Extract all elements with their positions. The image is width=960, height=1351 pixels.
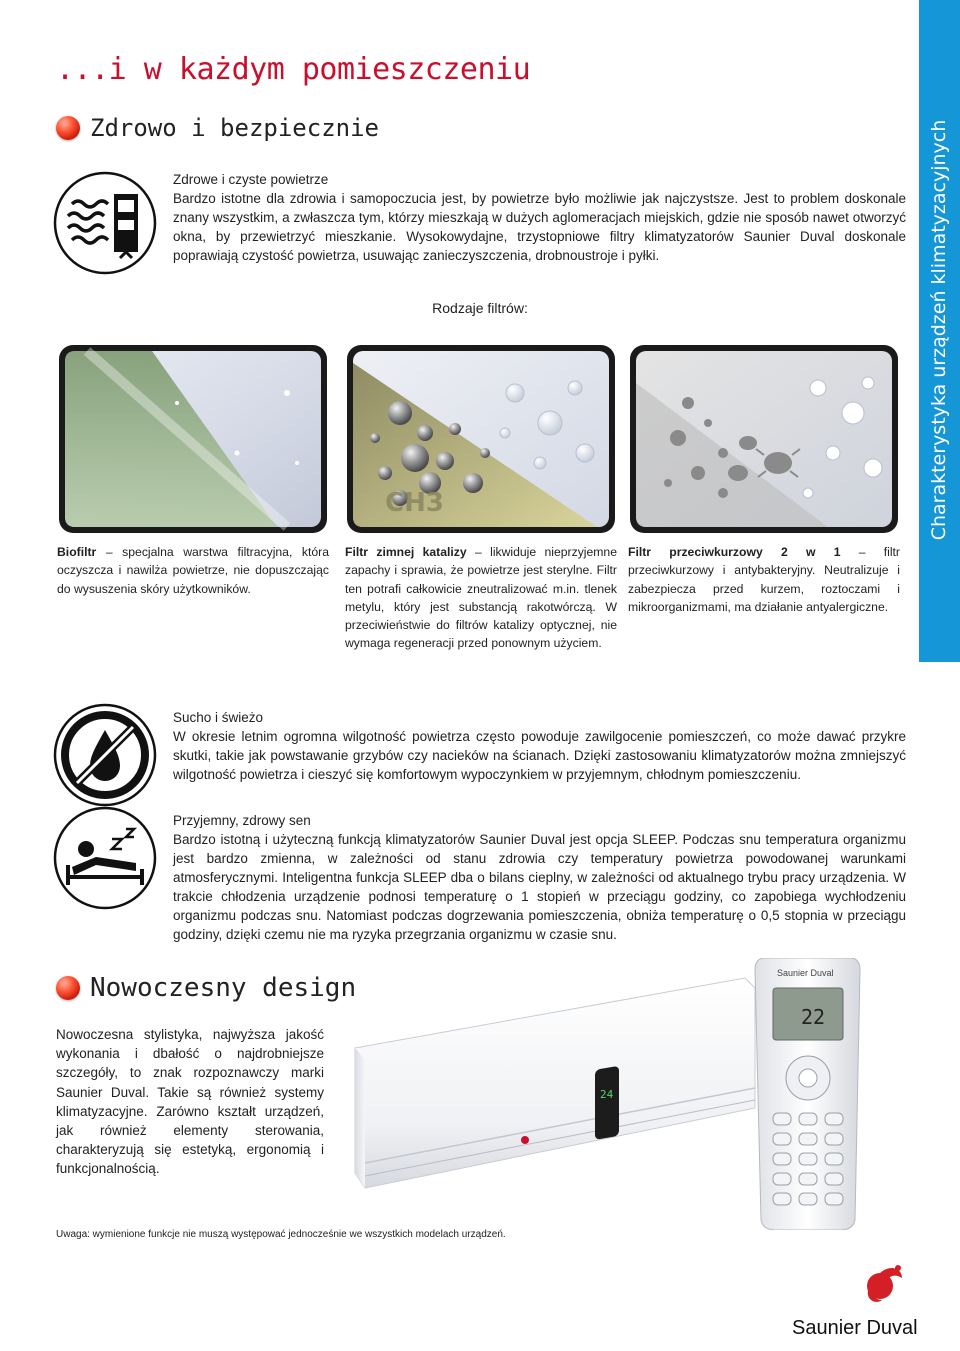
sleep-paragraph-title: Przyjemny, zdrowy sen (173, 813, 311, 828)
health-paragraph-text: Bardzo istotne dla zdrowia i samopoczucia jest, by powietrze było możliwie jak najczystsze. Jest to problem doskonale znany wszystkim, a zwłaszcza tym, którzy mieszkają w dużych aglomeracjach miejskich, gdzie nie sposób nawet otworzyć okna, by przewietrzyć mieszkanie. Wysokowydajne, trzystopniowe filtry klimatyzatorów Saunier Duval doskonale poprawiają czystość powietrza, usuwając zanieczyszczenia, drobnoustroje i pyłki. (173, 191, 906, 263)
health-paragraph-title: Zdrowe i czyste powietrze (173, 172, 329, 187)
catalyst-filter-name: Filtr zimnej katalizy (345, 545, 467, 559)
red-bullet-icon (56, 116, 80, 140)
biofilter-image (57, 343, 329, 535)
sleep-icon (52, 805, 158, 911)
catalyst-filter-desc: – likwiduje nieprzyjemne zapachy i sprawia, że powietrze jest sterylne. Filtr ten potrafi całkowicie zneutralizować m.in. tlenek metylu, który jest substancją rakotwórczą. W przeciwieństwie do filtrów katalizy optycznej, nie wymaga regeneracji przed ponownym użyciem. (345, 545, 617, 651)
biofilter-desc: – specjalna warstwa filtracyjna, która oczyszcza i nawilża powietrze, nie dopuszczając do wysuszenia skóry użytkowników. (57, 545, 329, 596)
section-heading-health (56, 114, 379, 142)
remote-display: 22 (800, 1005, 826, 1029)
dry-paragraph-text: W okresie letnim ogromna wilgotność powietrza często powoduje zawilgocenie pomieszczeń, co może dawać przykre skutki, takie jak powstawanie grzybów czy nacieków na ścianach. Dzięki zastosowaniu klimatyzatorów można zmniejszyć wilgotność powietrza i cieszyć się komfortowym wypoczynkiem w przyjemnym, chłodnym pomieszczeniu. (173, 729, 906, 782)
unit-display: 24 (600, 1088, 614, 1101)
health-paragraph (173, 170, 906, 265)
section-heading-design-text: Nowoczesny design (90, 973, 357, 1003)
sleep-paragraph (173, 811, 906, 944)
sleep-paragraph-text: Bardzo istotną i użyteczną funkcją klimatyzatorów Saunier Duval jest opcja SLEEP. Podczas snu temperatura organizmu jest bardzo zmienna, w zależności od stanu zdrowia czy temperatury powietrza powodowanej warunkami atmosferycznymi. Inteligentna funkcja SLEEP dba o bilans cieplny, w zależności od aktualnego trybu pracy urządzenia. W trakcie chłodzenia urządzenie podnosi temperaturę o 1 stopień w przeciągu godziny, co zapobiega wychłodzeniu organizmu podczas snu. Natomiast podczas dogrzewania pomieszczenia, obniża temperaturę o 0,5 stopnia w przeciągu godziny, dzięki czemu nie ma ryzyka przegrzania organizmu w czasie snu. (173, 832, 906, 942)
section-heading-design (56, 973, 356, 1003)
dust-filter-image (628, 343, 900, 535)
catalyst-filter-text (345, 543, 617, 653)
logo-text: Saunier Duval (792, 1317, 918, 1339)
dust-filter-name: Filtr przeciwkurzowy 2 w 1 (628, 545, 841, 559)
saunier-duval-logo (790, 1262, 935, 1342)
section-heading-health-text: Zdrowo i bezpiecznie (90, 114, 379, 142)
side-bar-label: Charakterystyka urządzeń klimatyzacyjnych (928, 119, 950, 541)
dry-paragraph-title: Sucho i świeżo (173, 710, 264, 725)
filters-title: Rodzaje filtrów: (432, 300, 528, 316)
dehumidify-icon (52, 702, 158, 808)
air-conditioner-image (345, 958, 865, 1230)
biofilter-text (57, 543, 329, 598)
clean-air-icon (52, 170, 158, 276)
catalyst-filter-image (345, 343, 617, 535)
ch3-label: CH3 (385, 488, 444, 518)
dust-filter-desc: – filtr przeciwkurzowy i antybakteryjny. Neutralizuje i zabezpiecza przed kurzem, roztoczami i mikroorganizmami, ma działanie antyalergiczne. (628, 545, 900, 614)
footer-note: Uwaga: wymienione funkcje nie muszą występować jednocześnie we wszystkich modelach urządzeń. (56, 1229, 506, 1240)
remote-brand: Saunier Duval (777, 968, 834, 978)
dust-filter-text (628, 543, 900, 616)
page-title: ...i w każdym pomieszczeniu (56, 52, 531, 87)
dry-paragraph (173, 708, 906, 784)
biofilter-name: Biofiltr (57, 545, 97, 559)
red-bullet-icon (56, 976, 80, 1000)
design-paragraph: Nowoczesna stylistyka, najwyższa jakość wykonania i dbałość o najdrobniejsze szczegóły, to znak rozpoznawczy marki Saunier Duval. Takie są również systemy klimatyzacyjne. Zarówno kształt urządzeń, jak również elementy sterowania, charakteryzują się estetyką, ergonomią i funkcjonalnością. (56, 1027, 324, 1177)
